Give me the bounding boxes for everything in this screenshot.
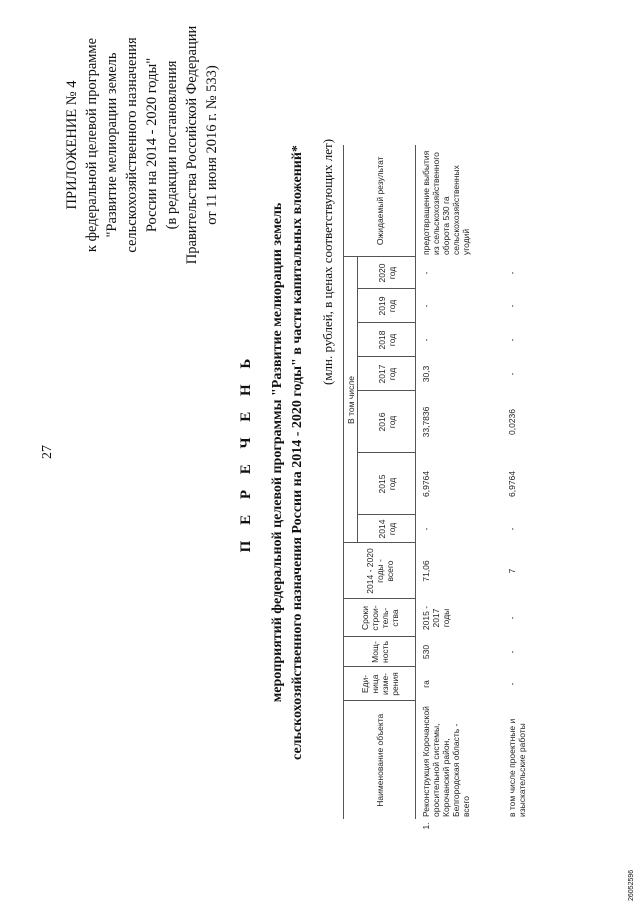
y2017-cell: 30,3	[421, 365, 431, 383]
total-cell: 7	[506, 568, 517, 574]
capacity-cell: 530	[421, 644, 431, 660]
terms-cell: -	[506, 616, 517, 620]
appendix-line: сельскохозяйственного назначения	[124, 37, 140, 253]
year-header-2014: 2014 год	[358, 515, 416, 543]
document-title: П Е Р Е Ч Е Н Ь	[238, 352, 254, 553]
y2018-cell: -	[506, 338, 517, 342]
y2018-cell: -	[421, 338, 431, 342]
footer-code: 26052596	[628, 869, 635, 901]
header-row	[344, 145, 358, 833]
y2019-cell: -	[506, 304, 517, 308]
y2019-cell: -	[421, 304, 431, 308]
capacity-header: Мощ- ность	[344, 637, 416, 667]
appendix-line: к федеральной целевой программе	[84, 37, 100, 253]
name-header: Наименование объекта	[344, 701, 416, 819]
year-header-2016: 2016 год	[358, 391, 416, 453]
y2016-cell: 33,7836	[421, 406, 431, 438]
appendix-line: Правительства Российской Федерации	[184, 25, 200, 265]
unit-header: Еди- ница изме- рения	[344, 667, 416, 701]
document-subtitle	[268, 0, 308, 905]
row-number	[502, 819, 542, 833]
page-number: 27	[40, 445, 55, 459]
appendix-line: России на 2014 - 2020 годы"	[144, 57, 160, 233]
year-header-2015: 2015 год	[358, 453, 416, 515]
measures-table	[343, 145, 542, 833]
total-header: 2014 - 2020 годы - всего	[344, 543, 416, 599]
result-header: Ожидаемый результат	[344, 145, 416, 257]
row-number: 1.	[420, 822, 431, 830]
total-cell: 71,06	[421, 560, 431, 582]
appendix-line: (в редакции постановления	[164, 60, 180, 230]
terms-header: Сроки строи- тель- ства	[344, 599, 416, 637]
y2014-cell: -	[506, 527, 517, 531]
units-note: (млн. рублей, в ценах соответствующих лет)	[320, 138, 335, 385]
year-header-2018: 2018 год	[358, 323, 416, 357]
y2016-cell: 0,0236	[506, 409, 517, 435]
y2020-cell: -	[506, 271, 517, 275]
y2014-cell: -	[421, 527, 431, 531]
y2015-cell: 6,9764	[506, 471, 517, 497]
appendix-line: ПРИЛОЖЕНИЕ № 4	[64, 80, 80, 210]
subtitle-line: мероприятий федеральной целевой программы "Развитие мелиорации земель	[270, 202, 285, 703]
year-header-2020: 2020 год	[358, 257, 416, 289]
subtitle-line: сельскохозяйственного назначения России на 2014 - 2020 годы" в части капитальных вложений*	[290, 145, 305, 760]
y2017-cell: -	[506, 372, 517, 376]
result-cell	[502, 145, 542, 257]
terms-cell: 2015 - 2017 годы	[421, 605, 451, 631]
unit-cell: га	[421, 680, 431, 688]
capacity-cell: -	[506, 650, 517, 654]
unit-cell: -	[506, 682, 517, 686]
year-header-2017: 2017 год	[358, 357, 416, 391]
num-header	[344, 819, 416, 833]
y2020-cell: -	[421, 271, 431, 275]
object-name: Реконструкция Корочанской оросительной системы, Корочанский район, Белгородская область - всего	[421, 706, 471, 817]
y2015-cell: 6,9764	[421, 471, 431, 497]
table-row	[502, 145, 542, 833]
table-row	[416, 145, 502, 833]
including-header: В том числе	[344, 257, 358, 543]
result-cell: предотвращение выбытия из сельскохозяйственного оборота 530 га сельскохозяйственных угодий	[421, 150, 471, 255]
object-name: в том числе проектные и изыскательские работы	[506, 718, 527, 817]
appendix-line: от 11 июня 2016 г. № 533)	[204, 65, 220, 225]
appendix-header	[62, 5, 222, 285]
year-header-2019: 2019 год	[358, 289, 416, 323]
appendix-line: "Развитие мелиорации земель	[104, 52, 120, 238]
